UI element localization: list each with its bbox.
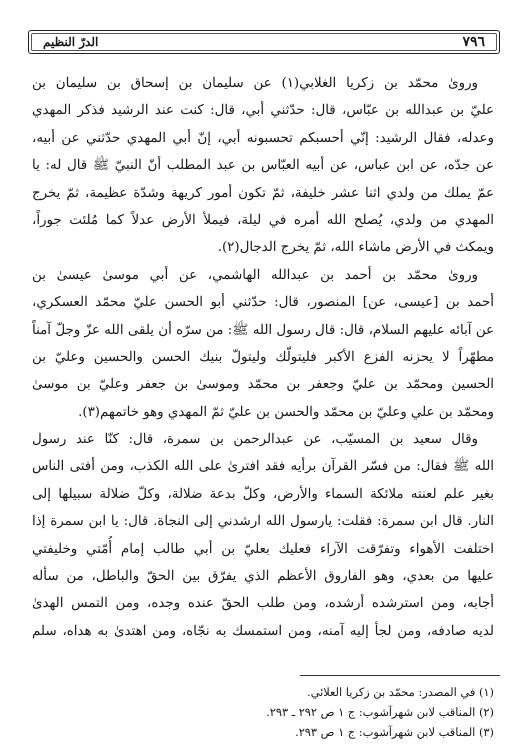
text-line: وقال سعید بن المسیّب، عن عبدالرحمن بن سمرة، قال: كنّا عند رسول: [32, 432, 478, 448]
text-line: أحمد بن [عیسی، عن] المنصور، قال: حدّثني أبو الحسن عليّ محمّد العسكري،: [32, 295, 494, 311]
footnote: (٣) المناقب لابن شهرآشوب: ج ١ ص ٢٩٣.: [295, 725, 494, 739]
text-line: مطهّراً لا یحزنه الفزع الأكبر فلیتولّك ولیتولّ بنیك الحسن والحسین وعليّ بن: [32, 349, 494, 365]
body-text: [32, 70, 494, 645]
text-line: علیها من بعدي، وهو الفاروق الأعظم الذي یفرّق بین الحقّ والباطل، من سأله: [32, 569, 494, 585]
text-line: عليّ بن عبدالله بن عبّاس، قال: حدّثني أبي، قال: كنت عند الرشید فذكر المهدي: [32, 103, 494, 119]
text-line: النار. قال ابن سمرة: فقلت: یارسول الله ارشدني إلی النجاة. قال: یا ابن سمرة إذا: [32, 514, 494, 530]
footnote-separator: [300, 675, 500, 676]
text-line: ویمكث في الأرض ماشاء الله، ثمّ یخرج الدجال(٢).: [217, 240, 494, 256]
text-line: وعدله، فقال الرشید: إنّي أحسبكم تحسبونه أبي، إنّ أبي المهدي حدّثني عن أبیه،: [32, 130, 494, 146]
text-line: عمّ یملك من ولدي اثنا عشر خلیفة، ثمّ تكون أمور كریهة وشدّة عظیمة، ثمّ یخرج: [32, 185, 494, 201]
text-line: الله ﷺ فقال: من فسّر القرآن برأیه فقد افتریٰ علی الله الكذب، ومن أفتی الناس: [32, 459, 494, 475]
text-line: لدیه صادفه، ومن لجأ إلیه آمنه، ومن استمسك به نجّاه، ومن اهتدیٰ به هداه، سلم: [32, 623, 494, 639]
text-line: ورویٰ محمّد بن أحمد بن عبدالله الهاشمي، عن أبي موسیٰ عیسیٰ بن: [32, 267, 478, 283]
page-header: [28, 30, 500, 54]
page-number: ٧٩٦: [462, 34, 485, 50]
text-line: الحسین ومحمّد بن عليّ وجعفر بن محمّد وموسیٰ بن جعفر وعليّ بن موسیٰ: [32, 377, 494, 393]
text-line: المهدي من ولدي، یُصلح الله أمره في لیلة، فیملأ الأرض عدلاً كما مُلئت جوراً،: [32, 212, 494, 228]
footnotes: [32, 682, 494, 742]
text-line: عن جدّه، عن ابن عباس، عن أبیه العبّاس بن عبد المطلب أنّ النبيّ ﷺ قال له: یا: [32, 158, 494, 174]
footnote: (١) في المصدر: محمّد بن زكریا العلائي.: [306, 685, 494, 699]
text-line: ومحمّد بن علي وعليّ بن محمّد والحسن بن عليّ ثمّ المهدي وهو خاتمهم(٣).: [78, 404, 494, 420]
header-inner-border: [31, 33, 497, 51]
text-line: عن آبائه علیهم السلام، قال: قال رسول الله ﷺ: من سرّه أن یلقی الله عزّ وجلّ آمناً: [32, 322, 494, 338]
text-line: اختلفت الأهواء وتفرّقت الآراء فعلیك بعليّ بن أبي طالب إمام أُمّتي وخلیفتي: [32, 541, 494, 557]
footnote: (٢) المناقب لابن شهرآشوب: ج ١ ص ٢٩٢ ـ ٢٩٣.: [266, 705, 494, 719]
text-line: بغیر علم لعنته ملائكة السماء والأرض، وكلّ بدعة ضلالة، وكلّ ضلالة سبیلها إلی: [32, 486, 494, 502]
book-title: الدرّ النظيم: [43, 35, 99, 49]
text-line: ورویٰ محمّد بن زکریا الغلابي(١) عن سلیمان بن إسحاق بن سلیمان بن: [32, 76, 478, 91]
text-line: أجابه، ومن استرشده أرشده، ومن طلب الحقّ عنده وجده، ومن التمس الهدیٰ: [32, 596, 494, 612]
